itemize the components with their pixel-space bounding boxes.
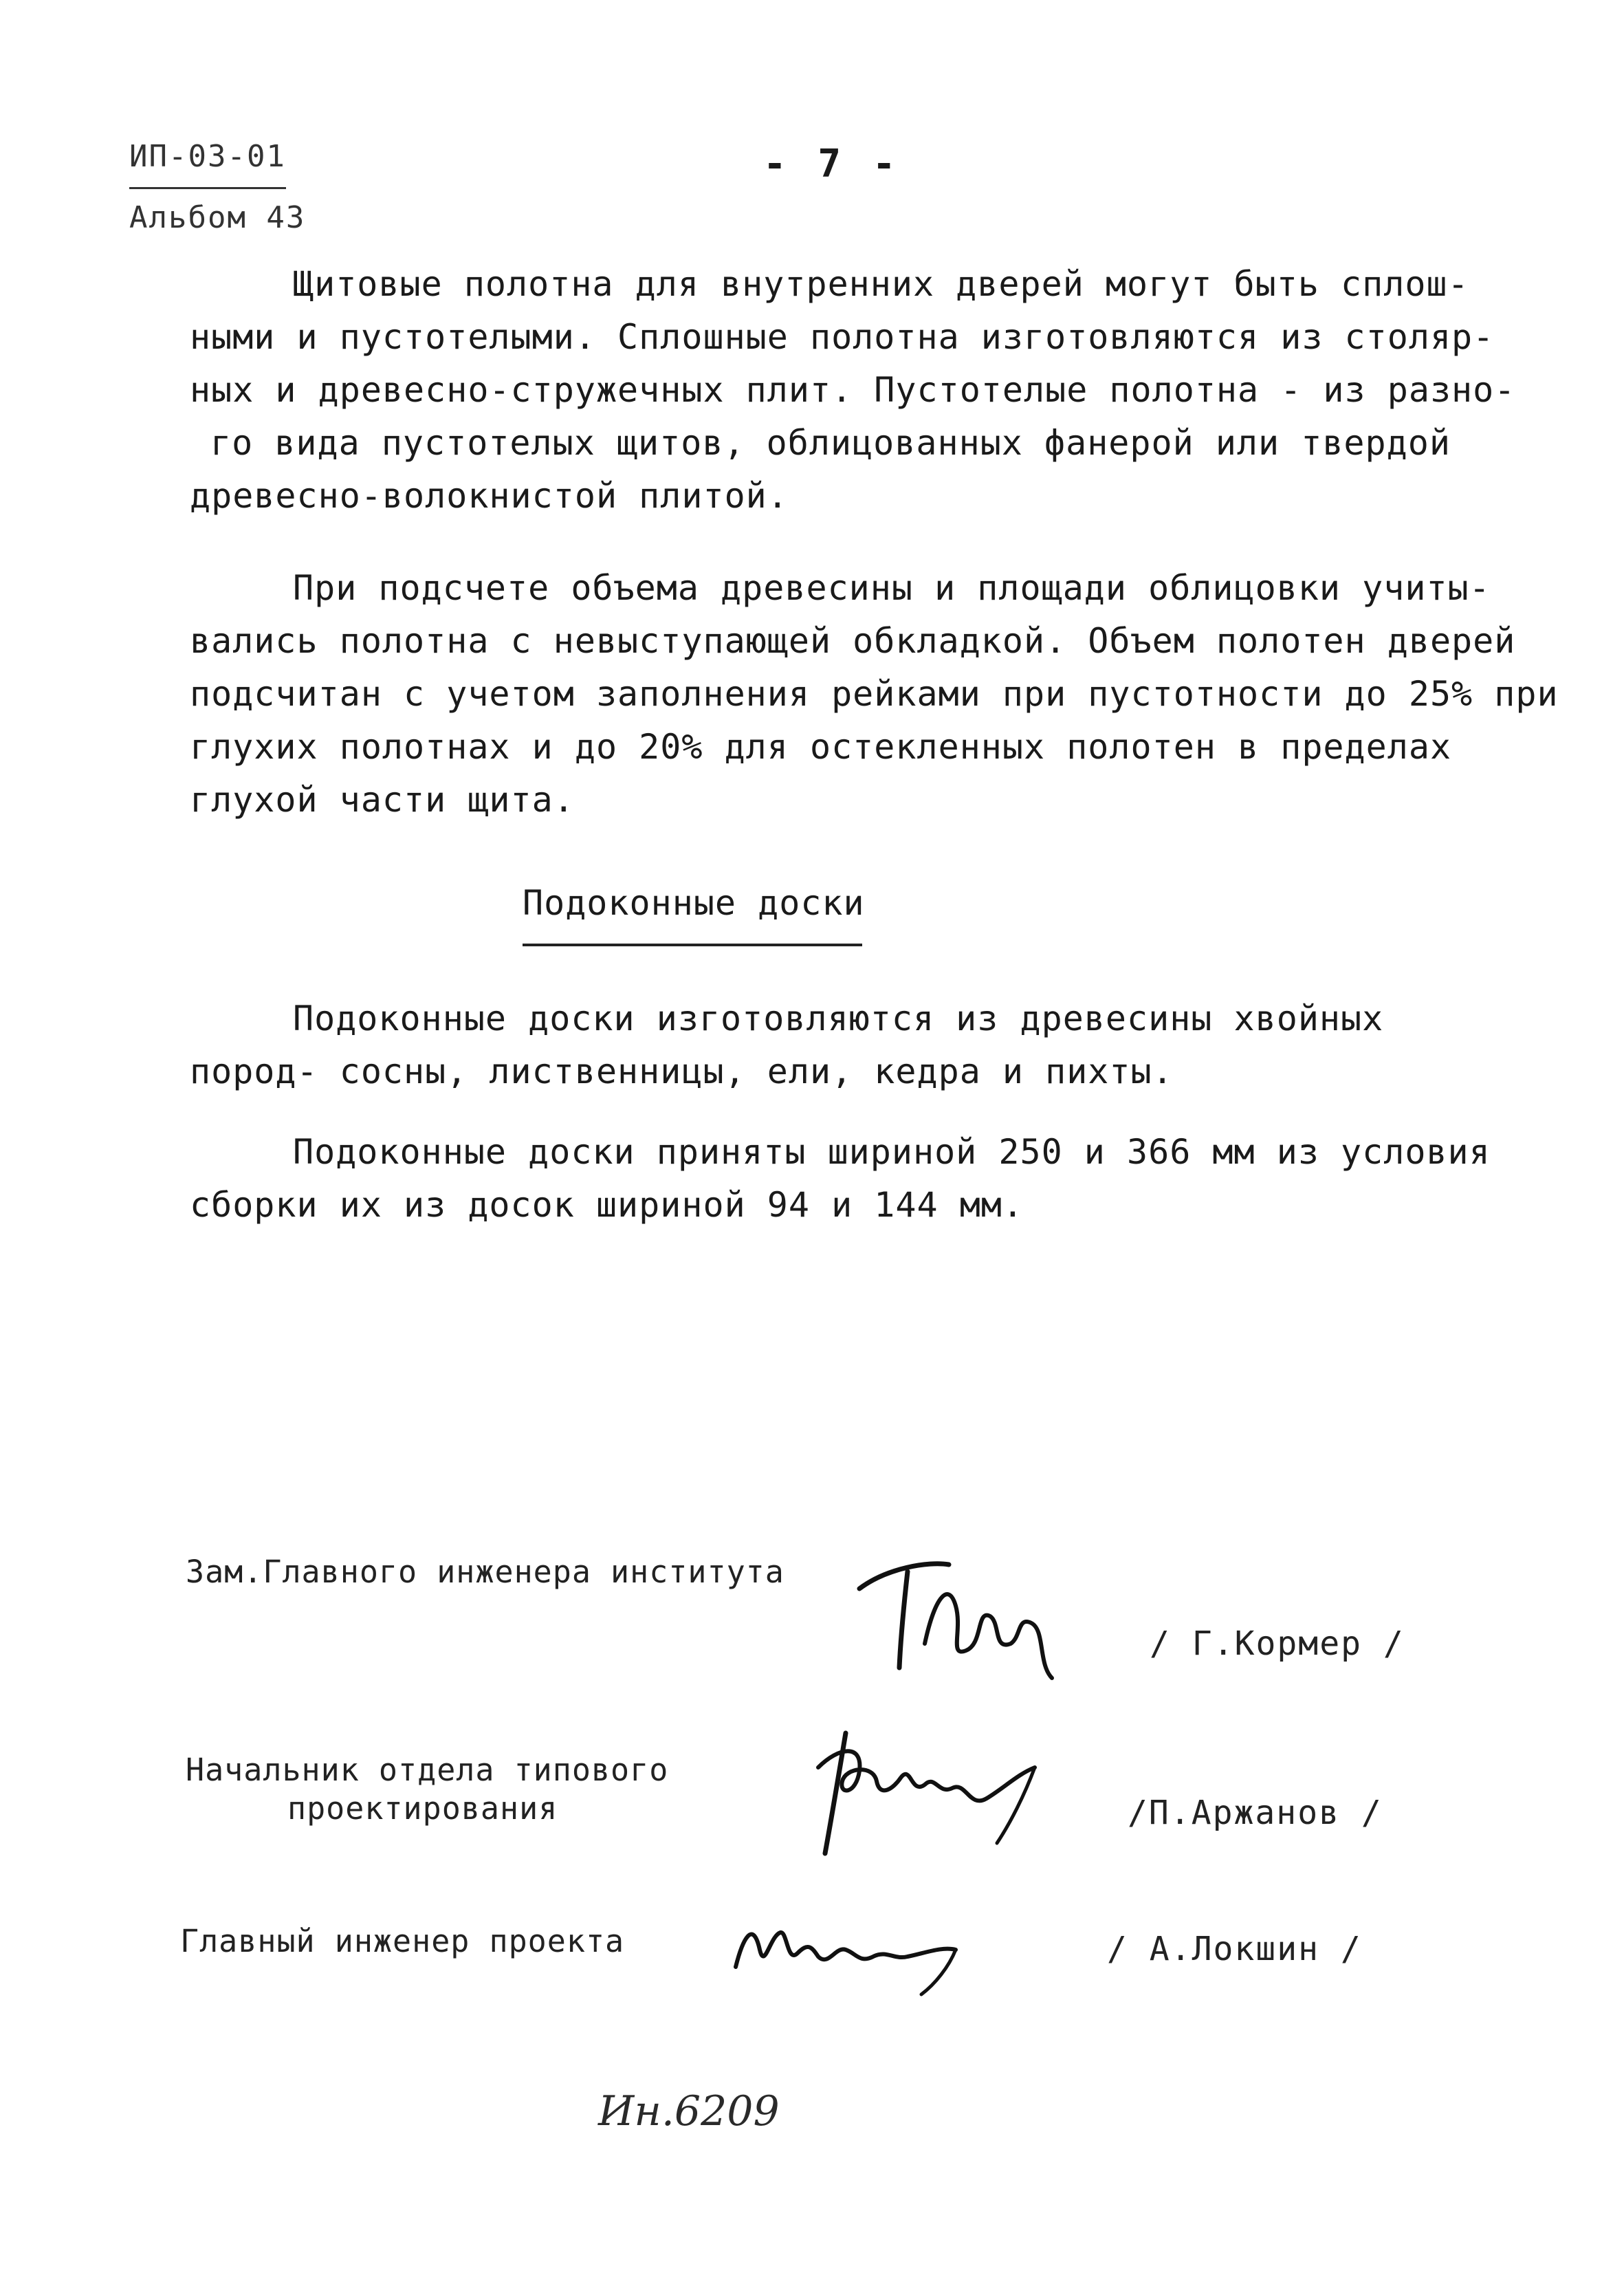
text-line: Подоконные доски изготовляются из древесины хвойных <box>293 999 1384 1038</box>
inventory-number-text: Ин.6209 <box>598 2087 780 2135</box>
text-line: Подоконные доски приняты шириной 250 и 366 мм из условия <box>293 1132 1491 1172</box>
paragraph-volume <box>190 562 1559 827</box>
text-line: глухой части щита. <box>190 780 575 820</box>
text-line: сборки их из досок шириной 94 и 144 мм. <box>190 1185 1024 1225</box>
signatory-name: / А.Локшин / <box>1107 1930 1362 1968</box>
heading-underline <box>523 944 862 946</box>
signature-arzhanov <box>798 1706 1059 1864</box>
signatory-title <box>186 1751 668 1828</box>
text-line: глухих полотнах и до 20% для остекленных полотен в пределах <box>190 727 1452 767</box>
title-line: проектирования <box>287 1790 558 1827</box>
page-number: - 7 - <box>763 142 900 186</box>
signatory-title <box>186 1553 784 1591</box>
series-code: ИП-03-01 <box>129 128 286 189</box>
text-line: вались полотна с невыступающей обкладкой. Объем полотен дверей <box>190 621 1516 661</box>
handwritten-inventory-number <box>598 2087 780 2135</box>
title-line: Начальник отдела типового <box>186 1752 669 1788</box>
signatory-name: /П.Аржанов / <box>1128 1794 1383 1832</box>
paragraph-doors <box>190 258 1515 523</box>
signatory-name: / Г.Кормер / <box>1150 1624 1405 1663</box>
title-line: Зам.Главного инженера института <box>186 1554 784 1590</box>
text-line: подсчитан с учетом заполнения рейками при пустотности до 25% при <box>190 674 1559 714</box>
text-line: ными и пустотелыми. Сплошные полотна изготовляются из столяр- <box>190 317 1495 357</box>
text-line: го вида пустотелых щитов, облицованных фанерой или твердой <box>210 423 1451 463</box>
album-number: Альбом 43 <box>129 200 306 235</box>
text-line: ных и древесно-стружечных плит. Пустотелые полотна - из разно- <box>190 370 1516 410</box>
document-code <box>129 128 305 247</box>
section-heading: Подоконные доски <box>523 883 865 923</box>
title-line: Главный инженер проекта <box>180 1923 625 1959</box>
text-line: пород- сосны, лиственницы, ели, кедра и пихты. <box>190 1052 1174 1091</box>
paragraph-sill-material <box>190 992 1383 1098</box>
text-line: древесно-волокнистой плитой. <box>190 476 789 516</box>
paragraph-sill-width <box>190 1126 1491 1232</box>
text-line: Щитовые полотна для внутренних дверей могут быть сплош- <box>293 264 1469 304</box>
signature-korner <box>846 1541 1093 1692</box>
signatory-title <box>180 1922 624 1961</box>
text-line: При подсчете объема древесины и площади облицовки учиты- <box>293 568 1491 608</box>
signature-lokshin <box>722 1898 997 2001</box>
